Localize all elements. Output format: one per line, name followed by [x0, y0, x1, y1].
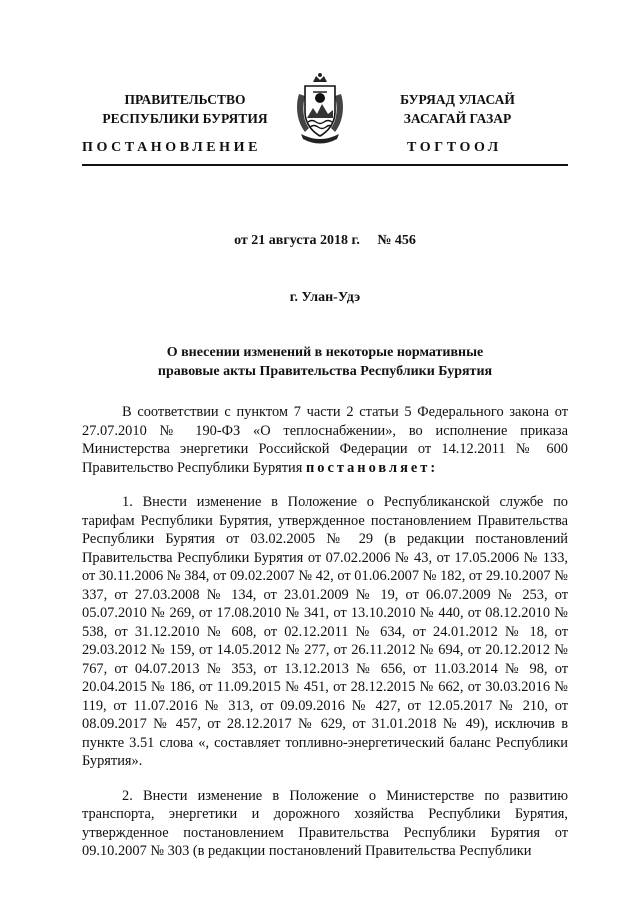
document-type-russian: ПОСТАНОВЛЕНИЕ: [82, 140, 262, 155]
issuer-line-2: РЕСПУБЛИКИ БУРЯТИЯ: [102, 111, 268, 126]
issuer-buryat-line-2: ЗАСАГАЙ ГАЗАР: [403, 111, 512, 126]
issuer-name-buryat: [370, 90, 545, 128]
issuer-line-1: ПРАВИТЕЛЬСТВО: [124, 92, 246, 107]
coat-of-arms-icon: [293, 72, 347, 144]
preamble-text: В соответствии с пунктом 7 части 2 статьи 5 Федерального закона от 27.07.2010 № 190-ФЗ «О теплоснабжении», во исполнение приказа Министерства энергетики Российской Федерации от 14.12.2011 № 600 Правительство Республики Бурятия: [82, 404, 568, 476]
document-body: [82, 403, 568, 877]
decree-word: постановляет:: [305, 459, 439, 476]
document-city: г. Улан-Удэ: [289, 290, 361, 305]
document-type-buryat: ТОГТООЛ: [407, 140, 502, 155]
document-date-number: от 21 августа 2018 г. № 456: [234, 233, 416, 248]
document-subject: [82, 343, 568, 381]
issuer-buryat-line-1: БУРЯАД УЛАСАЙ: [400, 92, 515, 107]
subject-line-1: О внесении изменений в некоторые нормативные: [166, 345, 484, 360]
paragraph-2: 2. Внести изменение в Положение о Министерстве по развитию транспорта, энергетики и дорожного хозяйства Республики Бурятия, утвержденное постановлением Правительства Республики Бурятия от 09.10.2007 № 303 (в редакции постановлений Правительства Республики: [82, 787, 568, 859]
paragraph-1: 1. Внести изменение в Положение о Республиканской службе по тарифам Республики Бурятия, утвержденное постановлением Правительства Республики Бурятия от 03.02.2005 № 29 (в редакции постановлений Правительства Республики Бурятия от 07.02.2006 № 43, от 17.05.2006 № 133, от 30.11.2006 № 384, от 09.02.2007 № 42, от 01.06.2007 № 182, от 29.10.2007 № 337, от 27.03.2008 № 134, от 23.01.2009 № 19, от 06.07.2009 № 253, от 05.07.2010 № 269, от 17.08.2010 № 341, от 13.10.2010 № 440, от 08.12.2010 № 538, от 31.12.2010 № 608, от 02.12.2011 № 634, от 24.01.2012 № 18, от 29.03.2012 № 159, от 14.05.2012 № 277, от 26.11.2012 № 694, от 20.12.2012 № 767, от 04.07.2013 № 353, от 13.12.2013 № 656, от 11.03.2014 № 98, от 20.04.2015 № 186, от 11.09.2015 № 451, от 28.12.2015 № 662, от 30.03.2016 № 119, от 11.07.2016 № 313, от 09.09.2016 № 427, от 12.05.2017 № 210, от 08.09.2017 № 457, от 28.12.2017 № 629, от 31.01.2018 № 49), исключив в пункте 3.51 слова «, составляет топливно-энергетический баланс Республики Бурятия».: [82, 494, 568, 769]
subject-line-2: правовые акты Правительства Республики Бурятия: [157, 364, 493, 379]
preamble-paragraph: [82, 403, 568, 477]
header-divider: [82, 164, 568, 166]
issuer-name-russian: [100, 90, 270, 128]
